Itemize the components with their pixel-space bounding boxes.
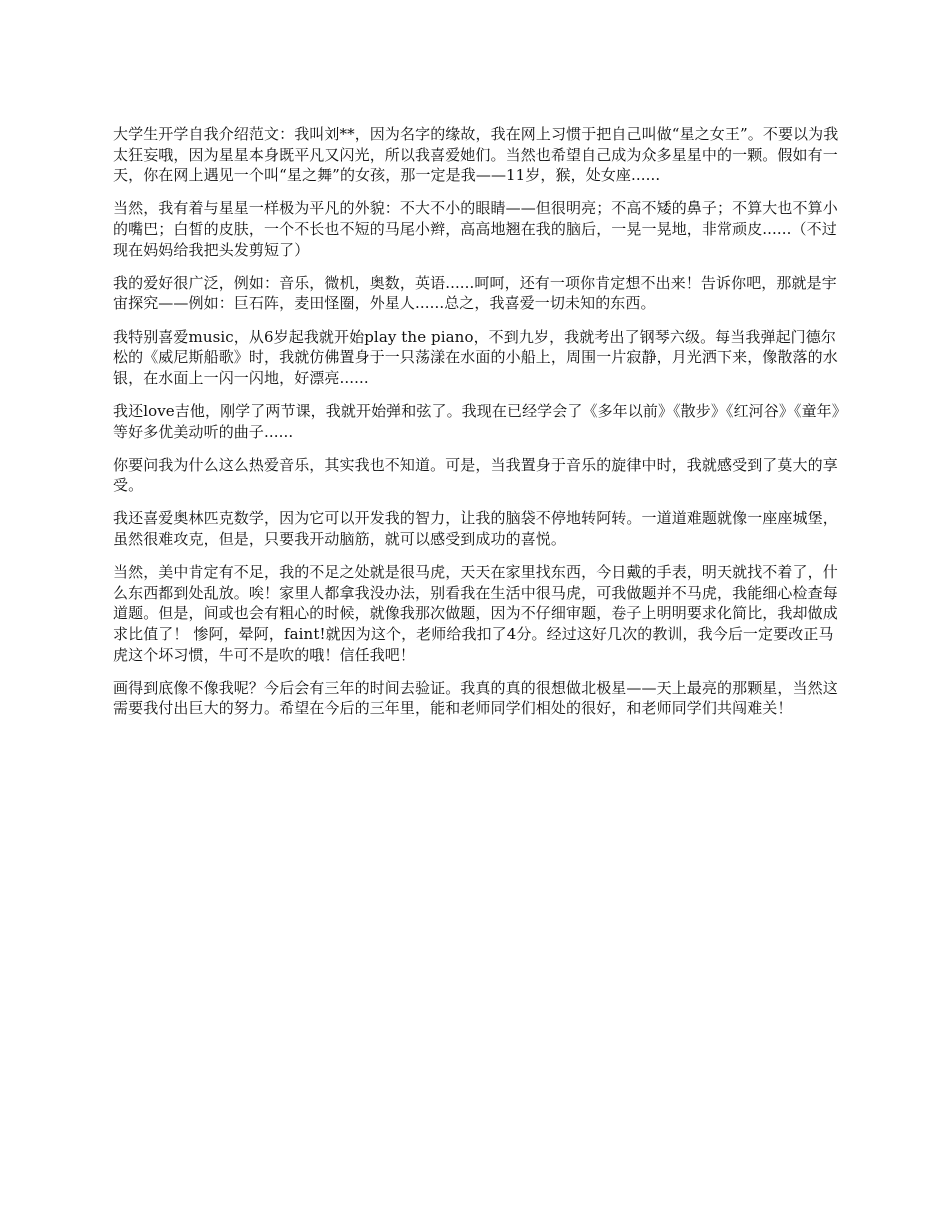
paragraph-3: 我的爱好很广泛，例如：音乐，微机，奥数，英语......呵呵，还有一项你肯定想不出来！告诉你吧，那就是宇宙探究——例如：巨石阵，麦田怪圈，外星人......总之，我喜爱一切未知的东西。 bbox=[113, 273, 837, 313]
paragraph-2: 当然，我有着与星星一样极为平凡的外貌：不大不小的眼睛——但很明亮；不高不矮的鼻子；不算大也不算小的嘴巴；白皙的皮肤，一个不长也不短的马尾小辫，高高地翘在我的脑后，一晃一晃地，非常顽皮......（不过现在妈妈给我把头发剪短了） bbox=[113, 199, 838, 259]
document-body bbox=[113, 124, 840, 732]
paragraph-1: 大学生开学自我介绍范文：我叫刘**，因为名字的缘故，我在网上习惯于把自己叫做“星之女王”。不要以为我太狂妄哦，因为星星本身既平凡又闪光，所以我喜爱她们。当然也希望自己成为众多星星中的一颗。假如有一天，你在网上遇见一个叫“星之舞”的女孩，那一定是我——11岁，猴，处女座...... bbox=[113, 125, 839, 185]
paragraph-4: 我特别喜爱music，从6岁起我就开始play the piano，不到九岁，我就考出了钢琴六级。每当我弹起门德尔松的《威尼斯船歌》时，我就仿佛置身于一只荡漾在水面的小船上，周围一片寂静，月光洒下来，像散落的水银，在水面上一闪一闪地，好漂亮...... bbox=[113, 327, 838, 387]
paragraph-6: 你要问我为什么这么热爱音乐，其实我也不知道。可是，当我置身于音乐的旋律中时，我就感受到了莫大的享受。 bbox=[113, 455, 838, 495]
paragraph-7: 我还喜爱奥林匹克数学，因为它可以开发我的智力，让我的脑袋不停地转阿转。一道道难题就像一座座城堡，虽然很难攻克，但是，只要我开动脑筋，就可以感受到成功的喜悦。 bbox=[113, 509, 838, 549]
paragraph-8: 当然，美中肯定有不足，我的不足之处就是很马虎，天天在家里找东西，今日戴的手表，明天就找不着了，什么东西都到处乱放。唉！家里人都拿我没办法，别看我在生活中很马虎，可我做题并不马虎，我能细心检查每道题。但是，间或也会有粗心的时候，就像我那次做题，因为不仔细审题，卷子上明明要求化简比，我却做成求比值了！ 惨阿，晕阿，faint!就因为这个，老师给我扣了4分。经过这好几次的教训，我今后一定要改正马虎这个坏习惯，牛可不是吹的哦！信任我吧！ bbox=[113, 563, 838, 664]
paragraph-5: 我还love吉他，刚学了两节课，我就开始弹和弦了。我现在已经学会了《多年以前》《散步》《红河谷》《童年》等好多优美动听的曲子...... bbox=[113, 401, 840, 441]
paragraph-9: 画得到底像不像我呢？今后会有三年的时间去验证。我真的真的很想做北极星——天上最亮的那颗星，当然这需要我付出巨大的努力。希望在今后的三年里，能和老师同学们相处的很好，和老师同学们共闯难关！ bbox=[113, 678, 838, 718]
